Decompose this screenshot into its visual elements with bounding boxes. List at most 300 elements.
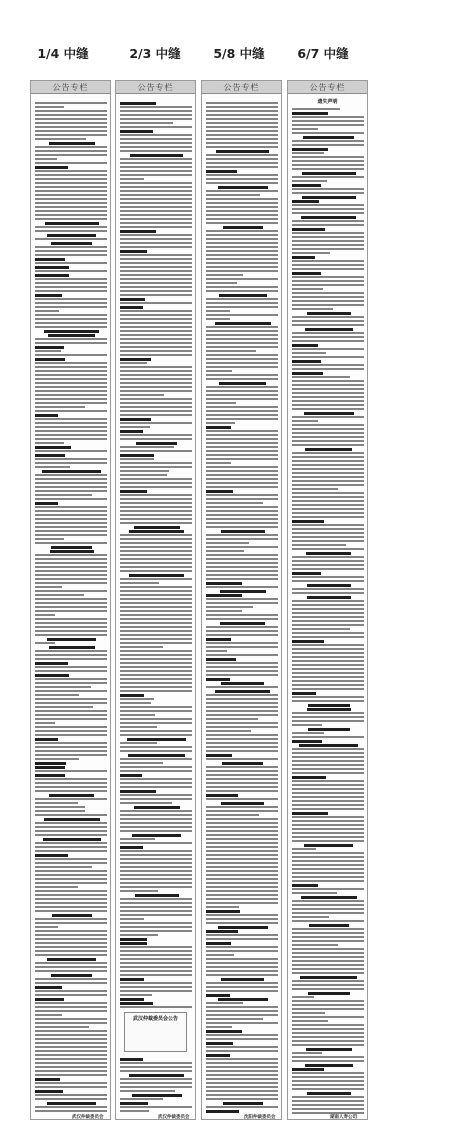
notice-text-line	[292, 180, 327, 182]
notice-text-line	[35, 438, 107, 440]
notice-text-line	[206, 1006, 278, 1008]
notice-text-line	[206, 966, 278, 968]
notice-text-line	[292, 392, 364, 394]
notice-text-line	[35, 714, 107, 716]
notice-text-line	[35, 570, 107, 572]
notice-heading	[309, 924, 349, 927]
notice-heading	[215, 690, 270, 693]
notice-text-line	[206, 570, 278, 572]
notice-text-line	[292, 824, 364, 826]
notice-text-line	[206, 1094, 278, 1096]
notice-text-line	[292, 792, 364, 794]
notice-text-line	[35, 658, 107, 660]
notice-text-line	[206, 1098, 278, 1100]
notice-text-line	[35, 566, 107, 568]
notice-text-line	[292, 636, 364, 638]
notice-text-line	[120, 890, 158, 892]
notice-text-line	[35, 962, 107, 964]
notice-text-line	[35, 174, 107, 176]
notice-text-line	[206, 634, 278, 636]
notice-text-line	[120, 266, 192, 268]
notice-text-line	[35, 382, 107, 384]
notice-text-line	[206, 842, 278, 844]
notice-text-line	[120, 326, 192, 328]
notice-text-line	[35, 450, 107, 452]
notice-text-line	[120, 422, 192, 424]
notice-text-line	[206, 1070, 278, 1072]
notice-text-line	[35, 370, 107, 372]
notice-text-line	[206, 298, 278, 300]
notice-text-line	[206, 734, 278, 736]
notice-text-line	[120, 586, 192, 588]
notice-heading	[307, 596, 351, 599]
notice-text-line	[35, 554, 107, 556]
notice-text-line	[292, 660, 364, 662]
notice-text-line	[292, 496, 364, 498]
notice-text-line	[120, 630, 192, 632]
notice-text-line	[206, 710, 278, 712]
notice-text-line	[35, 934, 107, 936]
notice-text-line	[120, 686, 192, 688]
notice-text-line	[35, 798, 107, 800]
notice-text-line	[292, 848, 316, 850]
notice-text-line	[206, 1026, 232, 1028]
notice-heading	[44, 330, 99, 333]
notice-text-line	[120, 766, 192, 768]
notice-text-line	[206, 898, 278, 900]
notice-text-line	[292, 444, 364, 446]
notice-text-line	[35, 790, 107, 792]
notice-party-name	[206, 582, 242, 585]
notice-text-line	[120, 874, 192, 876]
notice-text-line	[292, 248, 364, 250]
notice-text-line	[206, 414, 278, 416]
notice-text-line	[292, 568, 364, 570]
notice-heading	[49, 142, 95, 145]
notice-party-name	[206, 1030, 242, 1033]
notice-text-line	[35, 750, 107, 752]
notice-text-line	[35, 1018, 107, 1020]
notice-party-name	[120, 490, 147, 493]
notice-text-line	[292, 420, 318, 422]
notice-text-line	[35, 906, 107, 908]
notice-text-line	[120, 786, 192, 788]
notice-party-name	[35, 738, 58, 741]
notice-text-line	[206, 142, 278, 144]
notice-text-line	[206, 578, 278, 580]
notice-text-line	[35, 246, 107, 248]
notice-party-name	[292, 520, 324, 523]
notice-text-line	[35, 1038, 107, 1040]
notice-text-line	[206, 830, 278, 832]
notice-text-line	[206, 526, 278, 528]
notice-text-line	[292, 1032, 364, 1034]
notice-heading	[307, 312, 351, 315]
notice-text-line	[35, 102, 107, 104]
section-title: 武汉仲裁委员会公告	[132, 1016, 178, 1022]
notice-text-line	[206, 614, 278, 616]
notice-party-name	[292, 884, 318, 887]
notice-text-line	[35, 326, 107, 328]
notice-text-line	[292, 836, 364, 838]
notice-text-line	[35, 162, 107, 164]
strip-footer-3: 沈阳仲裁委员会	[244, 1115, 276, 1120]
notice-text-line	[292, 400, 364, 402]
notice-text-line	[120, 538, 192, 540]
notice-text-line	[120, 1098, 163, 1100]
notice-text-line	[120, 126, 192, 128]
notice-text-line	[292, 324, 364, 326]
strip-header: 公告专栏	[31, 81, 110, 94]
notice-heading	[221, 530, 265, 533]
notice-text-line	[35, 890, 107, 892]
notice-text-line	[120, 646, 163, 648]
notice-party-name	[120, 306, 143, 309]
notice-party-name	[120, 102, 156, 105]
notice-text-line	[206, 774, 278, 776]
notice-text-line	[206, 862, 278, 864]
notice-text-line	[206, 838, 278, 840]
notice-text-line	[35, 930, 107, 932]
notice-text-line	[292, 208, 364, 210]
notice-heading	[136, 442, 177, 445]
notice-text-line	[120, 826, 192, 828]
notice-text-line	[35, 198, 107, 200]
notice-text-line	[292, 840, 364, 842]
column-heading-1: 1/4 中缝	[37, 46, 89, 61]
notice-text-line	[120, 206, 192, 208]
strip-text	[31, 94, 110, 1120]
notice-text-line	[35, 1042, 107, 1044]
notice-text-line	[35, 1002, 107, 1004]
notice-text-line	[120, 958, 192, 960]
notice-text-line	[206, 866, 278, 868]
notice-text-line	[35, 490, 107, 492]
notice-text-line	[120, 594, 192, 596]
notice-text-line	[292, 964, 364, 966]
notice-heading	[215, 322, 271, 325]
notice-heading	[134, 526, 180, 529]
notice-text-line	[206, 598, 278, 600]
notice-text-line	[206, 706, 278, 708]
notice-text-line	[206, 482, 278, 484]
notice-text-line	[206, 474, 278, 476]
notice-text-line	[206, 230, 278, 232]
notice-text-line	[206, 234, 278, 236]
notice-text-line	[206, 686, 278, 688]
notice-text-line	[206, 566, 278, 568]
notice-heading	[216, 150, 269, 153]
notice-party-name	[206, 754, 232, 757]
notice-text-line	[35, 574, 107, 576]
notice-text-line	[120, 334, 192, 336]
notice-text-line	[206, 1082, 278, 1084]
notice-text-line	[292, 464, 364, 466]
notice-text-line	[35, 602, 107, 604]
notice-text-line	[120, 794, 192, 796]
notice-text-line	[292, 980, 364, 982]
notice-text-line	[120, 282, 192, 284]
notice-heading	[221, 978, 264, 981]
notice-text-line	[292, 364, 364, 366]
notice-party-name	[35, 502, 58, 505]
notice-party-name	[206, 170, 237, 173]
notice-text-line	[206, 786, 278, 788]
notice-text-line	[120, 110, 192, 112]
notice-text-line	[292, 872, 364, 874]
notice-text-line	[35, 618, 107, 620]
notice-text-line	[292, 856, 364, 858]
notice-heading	[223, 226, 263, 229]
notice-text-line	[120, 670, 192, 672]
notice-text-line	[35, 418, 107, 420]
notice-text-line	[120, 618, 192, 620]
notice-text-line	[292, 768, 364, 770]
notice-party-name	[120, 774, 142, 777]
notice-text-line	[120, 138, 192, 140]
notice-heading	[307, 584, 351, 587]
notice-text-line	[35, 342, 107, 344]
notice-text-line	[206, 834, 278, 836]
notice-text-line	[120, 322, 192, 324]
notice-text-line	[35, 578, 107, 580]
notice-text-line	[292, 972, 364, 974]
notice-text-line	[206, 250, 278, 252]
notice-text-line	[120, 150, 192, 152]
notice-text-line	[120, 982, 192, 984]
notice-text-line	[35, 950, 107, 952]
notice-text-line	[120, 202, 192, 204]
notice-text-line	[35, 1046, 107, 1048]
notice-text-line	[35, 462, 107, 464]
notice-text-line	[35, 778, 107, 780]
notice-text-line	[120, 382, 192, 384]
notice-text-line	[120, 654, 192, 656]
notice-text-line	[120, 414, 192, 416]
notice-heading	[50, 550, 94, 553]
notice-heading	[302, 172, 356, 175]
notice-text-line	[120, 1066, 192, 1068]
notice-text-line	[292, 632, 364, 634]
notice-text-line	[120, 822, 192, 824]
notice-text-line	[35, 866, 92, 868]
notice-text-line	[35, 514, 107, 516]
notice-text-line	[120, 770, 192, 772]
section-title: 遗失声明	[317, 99, 338, 105]
notice-text-line	[120, 218, 192, 220]
notice-text-line	[292, 188, 364, 190]
notice-text-line	[35, 858, 107, 860]
notice-text-line	[120, 294, 192, 296]
notice-party-name	[35, 998, 64, 1001]
notice-text-line	[120, 1110, 149, 1112]
notice-text-line	[120, 186, 192, 188]
notice-heading	[304, 844, 353, 847]
notice-text-line	[35, 786, 107, 788]
notice-text-line	[292, 456, 364, 458]
notice-text-line	[206, 954, 234, 956]
notice-text-line	[35, 634, 107, 636]
notice-party-name	[292, 640, 324, 643]
notice-text-line	[35, 526, 107, 528]
notice-text-line	[292, 192, 364, 194]
notice-text-line	[206, 1078, 278, 1080]
notice-text-line	[292, 488, 338, 490]
notice-text-line	[292, 932, 364, 934]
notice-text-line	[120, 1090, 175, 1092]
notice-party-name	[120, 358, 151, 361]
notice-text-line	[292, 388, 364, 390]
notice-party-name	[35, 662, 68, 665]
notice-party-name	[206, 794, 238, 797]
notice-text-line	[206, 258, 278, 260]
notice-text-line	[35, 114, 107, 116]
notice-text-line	[35, 878, 107, 880]
notice-text-line	[120, 946, 192, 948]
notice-text-line	[292, 512, 364, 514]
notice-text-line	[35, 770, 107, 772]
notice-text-line	[120, 286, 192, 288]
notice-text-line	[206, 502, 263, 504]
notice-text-line	[120, 478, 192, 480]
notice-text-line	[35, 846, 107, 848]
notice-text-line	[120, 818, 192, 820]
notice-party-name	[35, 454, 65, 457]
notice-text-line	[292, 712, 364, 714]
notice-text-line	[292, 144, 364, 146]
notice-text-line	[206, 362, 278, 364]
notice-text-line	[120, 534, 192, 536]
notice-text-line	[206, 606, 253, 608]
notice-text-line	[120, 598, 192, 600]
notice-text-line	[35, 230, 107, 232]
notice-heading	[42, 470, 101, 473]
notice-text-line	[120, 510, 192, 512]
notice-text-line	[120, 410, 192, 412]
notice-text-line	[206, 934, 278, 936]
notice-text-line	[120, 466, 192, 468]
notice-text-line	[206, 262, 278, 264]
notice-text-line	[206, 714, 278, 716]
notice-text-line	[292, 1012, 325, 1014]
notice-text-line	[35, 834, 107, 836]
notice-text-line	[206, 450, 278, 452]
notice-text-line	[35, 146, 107, 148]
notice-text-line	[120, 190, 192, 192]
notice-text-line	[292, 276, 364, 278]
notice-text-line	[292, 716, 364, 718]
notice-text-line	[120, 954, 192, 956]
notice-text-line	[206, 166, 278, 168]
notice-text-line	[35, 402, 107, 404]
notice-text-line	[206, 310, 230, 312]
notice-text-line	[292, 220, 364, 222]
notice-text-line	[35, 1034, 107, 1036]
notice-heading	[45, 222, 99, 225]
column-heading-4: 6/7 中缝	[297, 46, 349, 61]
notice-text-line	[120, 122, 173, 124]
notice-text-line	[206, 1106, 278, 1108]
notice-party-name	[120, 846, 143, 849]
notice-text-line	[292, 204, 364, 206]
notice-text-line	[206, 350, 256, 352]
notice-text-line	[292, 592, 364, 594]
notice-text-line	[35, 622, 107, 624]
notice-text-line	[120, 990, 192, 992]
notice-text-line	[206, 630, 278, 632]
notice-text-line	[35, 1070, 107, 1072]
notice-text-line	[120, 838, 155, 840]
notice-text-line	[292, 296, 364, 298]
notice-text-line	[120, 906, 192, 908]
notice-text-line	[120, 278, 192, 280]
notice-text-line	[35, 758, 79, 760]
notice-text-line	[292, 1096, 364, 1098]
notice-text-line	[292, 280, 364, 282]
notice-text-line	[35, 1014, 62, 1016]
notice-text-line	[120, 898, 192, 900]
notice-heading	[223, 1102, 263, 1105]
notice-text-line	[120, 506, 192, 508]
notice-text-line	[120, 246, 192, 248]
notice-text-line	[120, 562, 192, 564]
notice-text-line	[120, 690, 192, 692]
notice-heading	[305, 1064, 353, 1067]
notice-text-line	[35, 938, 107, 940]
notice-text-line	[292, 808, 364, 810]
notice-text-line	[206, 1002, 243, 1004]
notice-heading	[129, 530, 184, 533]
notice-text-line	[120, 546, 192, 548]
notice-text-line	[206, 738, 278, 740]
notice-text-line	[292, 624, 364, 626]
notice-text-line	[292, 536, 364, 538]
notice-text-line	[35, 918, 107, 920]
notice-text-line	[120, 850, 192, 852]
notice-text-line	[35, 158, 57, 160]
notice-text-line	[206, 498, 278, 500]
strip-text	[288, 94, 367, 1120]
notice-text-line	[292, 788, 364, 790]
notice-text-line	[35, 522, 107, 524]
notice-text-line	[120, 470, 169, 472]
notice-text-line	[35, 226, 107, 228]
notice-text-line	[206, 1086, 278, 1088]
notice-heading	[44, 818, 100, 821]
notice-text-line	[120, 782, 192, 784]
notice-text-line	[206, 210, 278, 212]
notice-text-line	[206, 1058, 278, 1060]
notice-text-line	[206, 982, 278, 984]
notice-text-line	[206, 466, 278, 468]
notice-text-line	[292, 424, 364, 426]
notice-text-line	[35, 910, 107, 912]
notice-text-line	[292, 816, 364, 818]
notice-text-line	[292, 948, 364, 950]
notice-text-line	[292, 968, 364, 970]
notice-text-line	[292, 1052, 322, 1054]
notice-text-line	[292, 648, 364, 650]
notice-text-line	[206, 518, 278, 520]
notice-text-line	[206, 694, 278, 696]
notice-party-name	[35, 294, 62, 297]
notice-text-line	[292, 904, 364, 906]
notice-party-name	[292, 112, 328, 115]
notice-text-line	[35, 154, 107, 156]
notice-text-line	[206, 194, 260, 196]
notice-heading	[48, 334, 95, 337]
notice-text-line	[292, 508, 364, 510]
